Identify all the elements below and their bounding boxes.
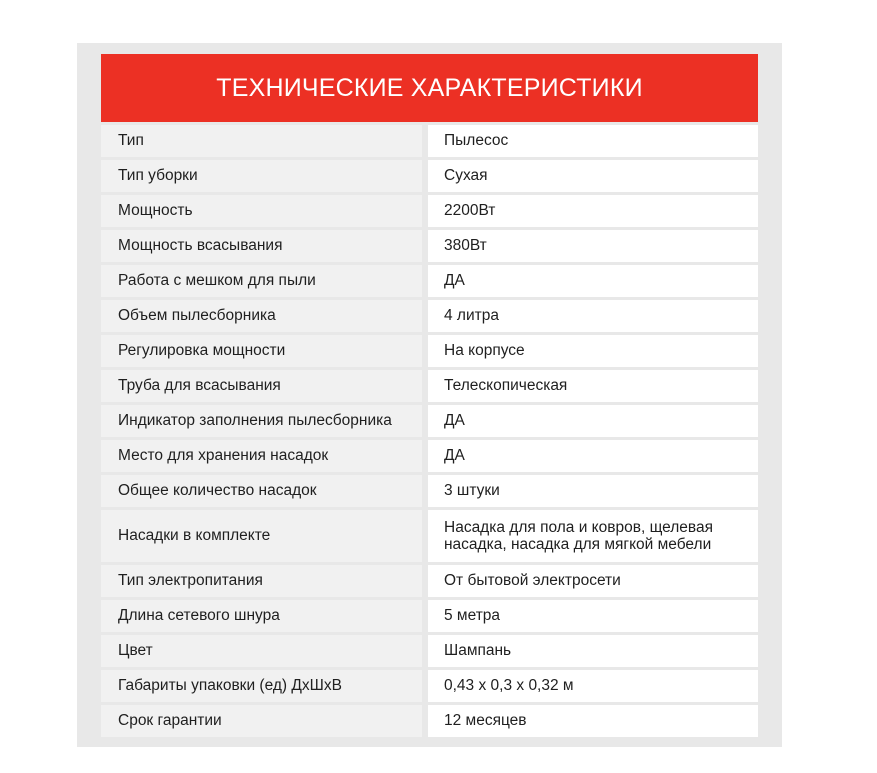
table-row	[101, 195, 758, 227]
table-row	[101, 705, 758, 737]
table-row	[101, 600, 758, 632]
table-row	[101, 335, 758, 367]
spec-label: Срок гарантии	[101, 705, 422, 737]
spec-value: 4 литра	[428, 300, 758, 332]
spec-label: Индикатор заполнения пылесборника	[101, 405, 422, 437]
spec-value: ДА	[428, 405, 758, 437]
table-row	[101, 635, 758, 667]
spec-value: 12 месяцев	[428, 705, 758, 737]
spec-label: Место для хранения насадок	[101, 440, 422, 472]
spec-value: 2200Вт	[428, 195, 758, 227]
table-row	[101, 125, 758, 157]
spec-value: Телескопическая	[428, 370, 758, 402]
spec-label: Габариты упаковки (ед) ДхШхВ	[101, 670, 422, 702]
table-row	[101, 670, 758, 702]
spec-label: Цвет	[101, 635, 422, 667]
table-row	[101, 300, 758, 332]
spec-label: Мощность всасывания	[101, 230, 422, 262]
spec-value: 0,43 х 0,3 х 0,32 м	[428, 670, 758, 702]
spec-label: Труба для всасывания	[101, 370, 422, 402]
spec-label: Объем пылесборника	[101, 300, 422, 332]
table-row	[101, 230, 758, 262]
spec-label: Работа с мешком для пыли	[101, 265, 422, 297]
spec-label: Тип электропитания	[101, 565, 422, 597]
spec-label: Тип	[101, 125, 422, 157]
spec-panel	[77, 43, 782, 747]
spec-value: ДА	[428, 440, 758, 472]
table-row	[101, 475, 758, 507]
spec-value: На корпусе	[428, 335, 758, 367]
spec-value: Шампань	[428, 635, 758, 667]
spec-value: 3 штуки	[428, 475, 758, 507]
table-row	[101, 160, 758, 192]
spec-value: ДА	[428, 265, 758, 297]
spec-label: Общее количество насадок	[101, 475, 422, 507]
spec-label: Насадки в комплекте	[101, 510, 422, 562]
page-title: ТЕХНИЧЕСКИЕ ХАРАКТЕРИСТИКИ	[101, 54, 758, 122]
spec-value: 380Вт	[428, 230, 758, 262]
table-row	[101, 405, 758, 437]
spec-value: 5 метра	[428, 600, 758, 632]
table-row	[101, 265, 758, 297]
spec-label: Регулировка мощности	[101, 335, 422, 367]
spec-value: От бытовой электросети	[428, 565, 758, 597]
spec-label: Мощность	[101, 195, 422, 227]
spec-label: Тип уборки	[101, 160, 422, 192]
table-row	[101, 370, 758, 402]
table-row	[101, 440, 758, 472]
table-row	[101, 510, 758, 562]
spec-value: Сухая	[428, 160, 758, 192]
spec-value: Пылесос	[428, 125, 758, 157]
spec-table	[101, 125, 758, 740]
table-row	[101, 565, 758, 597]
spec-value: Насадка для пола и ковров, щелевая насадка, насадка для мягкой мебели	[428, 510, 758, 562]
spec-label: Длина сетевого шнура	[101, 600, 422, 632]
